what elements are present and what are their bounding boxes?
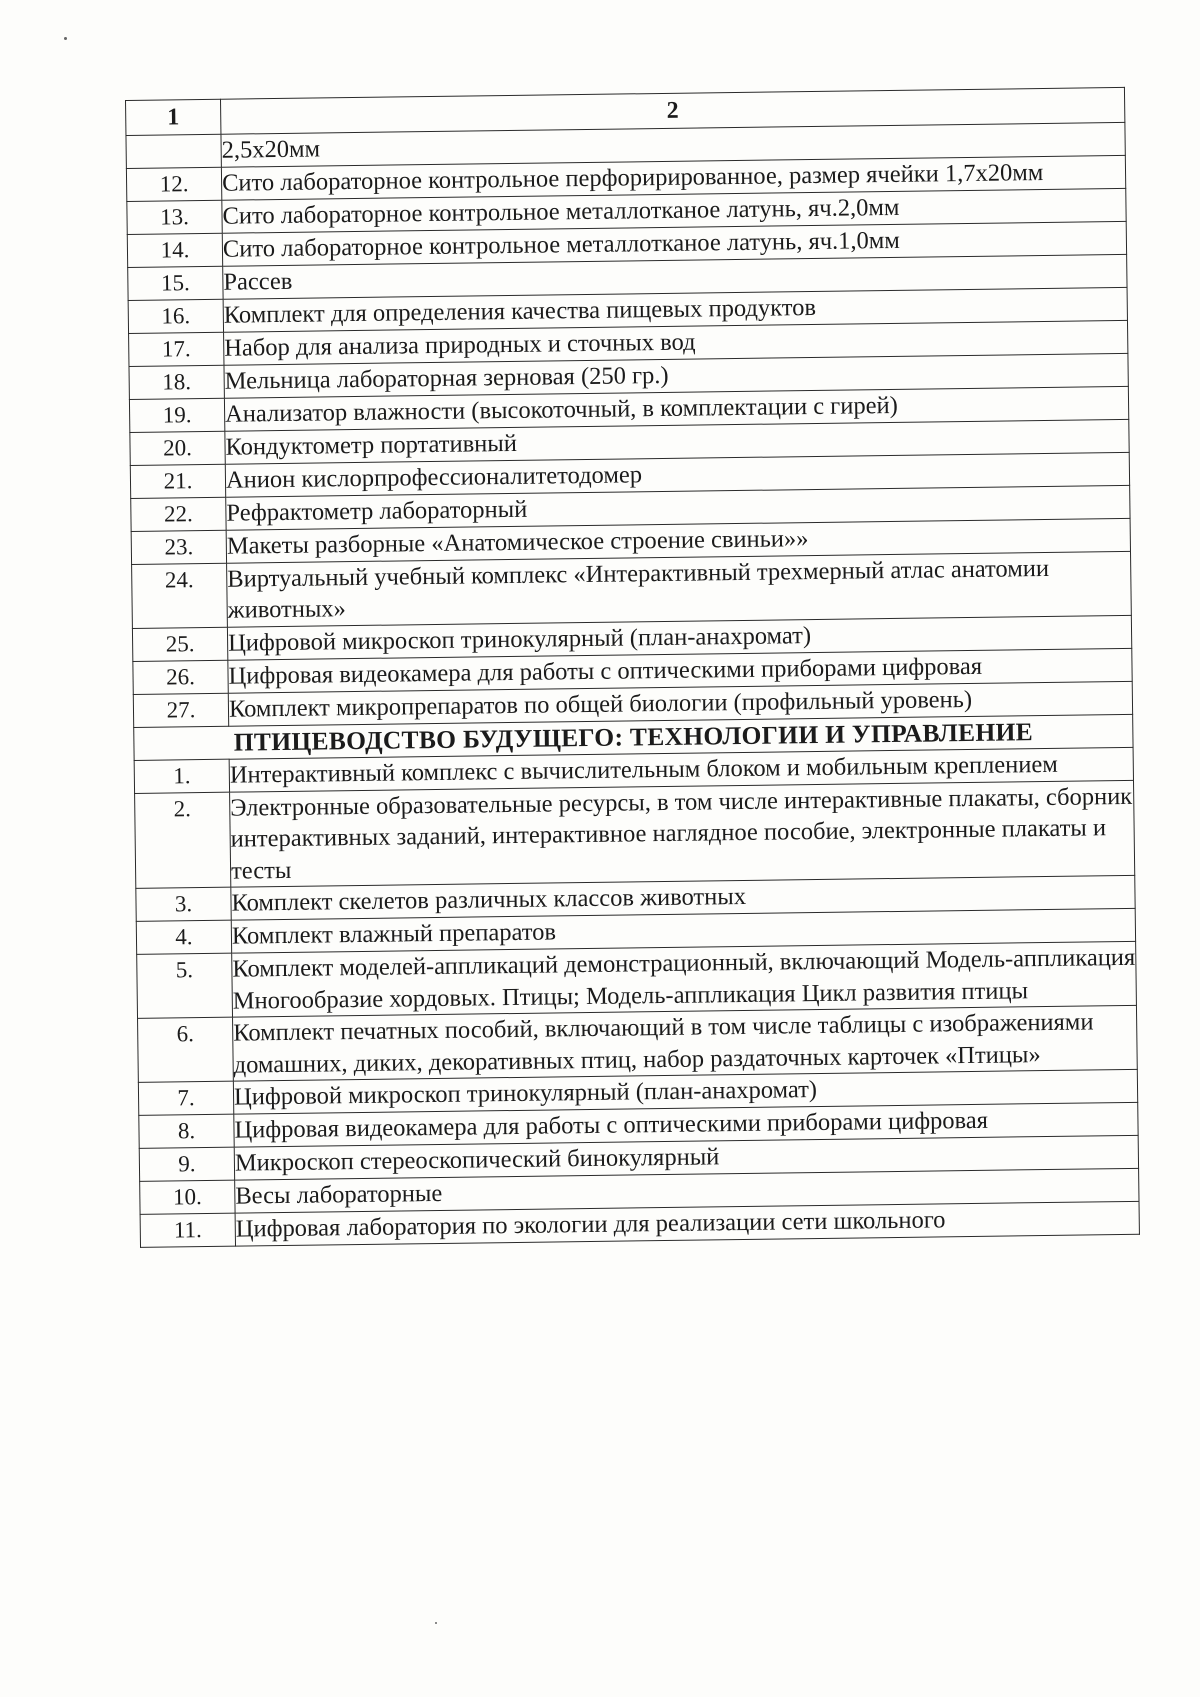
row-item-name: Комплект печатных пособий, включающий в том числе таблицы с изображениями домашних, диких, декоративных птиц, набор раздаточных карточек «Птицы» xyxy=(233,1005,1138,1081)
row-number: 9. xyxy=(139,1147,234,1181)
row-number: 1. xyxy=(134,759,229,793)
row-item-name: 2,5х20мм xyxy=(221,122,1125,166)
row-number: 13. xyxy=(127,200,222,234)
row-item-name: Цифровая видеокамера для работы с оптическими приборами цифровая xyxy=(234,1102,1138,1147)
header-col-2: 2 xyxy=(220,87,1124,134)
row-item-name: Цифровая видеокамера для работы с оптическими приборами цифровая xyxy=(228,648,1132,693)
row-number: 27. xyxy=(133,693,228,727)
row-item-name: Интерактивный комплекс с вычислительным блоком и мобильным креплением xyxy=(229,747,1133,792)
row-item-name: Цифровая лаборатория по экологии для реализации сети школьного xyxy=(235,1201,1139,1246)
row-item-name: Электронные образовательные ресурсы, в том числе интерактивные плакаты, сборник интерактивных заданий, интерактивное наглядное пособие, электронные плакаты и тесты xyxy=(230,780,1135,887)
row-number: 3. xyxy=(136,887,231,921)
row-item-name: Комплект влажный препаратов xyxy=(231,908,1135,953)
row-number: 11. xyxy=(140,1213,235,1247)
row-number: 23. xyxy=(131,530,226,564)
row-item-name: Кондуктометр портативный xyxy=(225,419,1129,464)
row-item-name: Микроскоп стереоскопический бинокулярный xyxy=(234,1135,1138,1180)
row-item-name: Виртуальный учебный комплекс «Интерактивный трехмерный атлас анатомии животных» xyxy=(227,551,1132,627)
row-number: 17. xyxy=(129,332,224,366)
row-number: 14. xyxy=(127,233,222,267)
scan-speck xyxy=(435,1622,437,1624)
row-item-name: Комплект для определения качества пищевых продуктов xyxy=(223,287,1127,332)
row-number: 22. xyxy=(131,497,226,531)
row-item-name: Цифровой микроскоп тринокулярный (план-анахромат) xyxy=(233,1069,1137,1114)
row-number: 12. xyxy=(126,167,221,201)
row-number: 6. xyxy=(138,1017,234,1082)
row-number: 24. xyxy=(132,563,228,628)
row-item-name: Комплект микропрепаратов по общей биологии (профильный уровень) xyxy=(228,681,1132,726)
row-number: 26. xyxy=(133,660,228,694)
row-number xyxy=(126,134,221,168)
equipment-table xyxy=(125,87,1140,1248)
row-item-name: Рефрактометр лабораторный xyxy=(226,485,1130,530)
row-number: 15. xyxy=(128,266,223,300)
row-number: 16. xyxy=(128,299,223,333)
row-number: 20. xyxy=(130,431,225,465)
scan-speck xyxy=(64,37,67,40)
row-item-name: Сито лабораторное контрольное металлотканое латунь, яч.1,0мм xyxy=(222,221,1126,266)
row-item-name: Сито лабораторное контрольное перфорирированное, размер ячейки 1,7х20мм xyxy=(221,155,1125,200)
row-number: 19. xyxy=(129,398,224,432)
row-item-name: Цифровой микроскоп тринокулярный (план-анахромат) xyxy=(227,615,1131,660)
row-item-name: Рассев xyxy=(223,254,1127,299)
table-row xyxy=(135,780,1135,889)
row-item-name: Весы лабораторные xyxy=(235,1168,1139,1213)
row-number: 18. xyxy=(129,365,224,399)
row-number: 4. xyxy=(136,920,231,954)
row-item-name: Комплект моделей-аппликаций демонстрационный, включающий Модель-аппликация Многообразие хордовых. Птицы; Модель-аппликация Цикл развития птицы xyxy=(232,941,1137,1017)
header-col-1: 1 xyxy=(126,99,221,135)
row-item-name: Анион кислорпрофессионалитетодомер xyxy=(225,452,1129,497)
row-item-name: Макеты разборные «Анатомическое строение свиньи»» xyxy=(226,518,1130,563)
row-item-name: Набор для анализа природных и сточных вод xyxy=(224,320,1128,365)
row-number: 2. xyxy=(135,792,231,889)
document-page xyxy=(125,87,1140,1248)
row-number: 8. xyxy=(139,1114,234,1148)
row-number: 25. xyxy=(132,627,227,661)
row-number: 7. xyxy=(138,1081,233,1115)
row-item-name: Сито лабораторное контрольное металлотканое латунь, яч.2,0мм xyxy=(222,188,1126,233)
row-number: 5. xyxy=(137,953,233,1018)
section-title: ПТИЦЕВОДСТВО БУДУЩЕГО: ТЕХНОЛОГИИ И УПРАВЛЕНИЕ xyxy=(134,714,1133,760)
row-item-name: Мельница лабораторная зерновая (250 гр.) xyxy=(224,353,1128,398)
row-item-name: Комплект скелетов различных классов животных xyxy=(231,875,1135,920)
row-item-name: Анализатор влажности (высокоточный, в комплектации с гирей) xyxy=(224,386,1128,431)
row-number: 10. xyxy=(140,1180,235,1214)
row-number: 21. xyxy=(130,464,225,498)
